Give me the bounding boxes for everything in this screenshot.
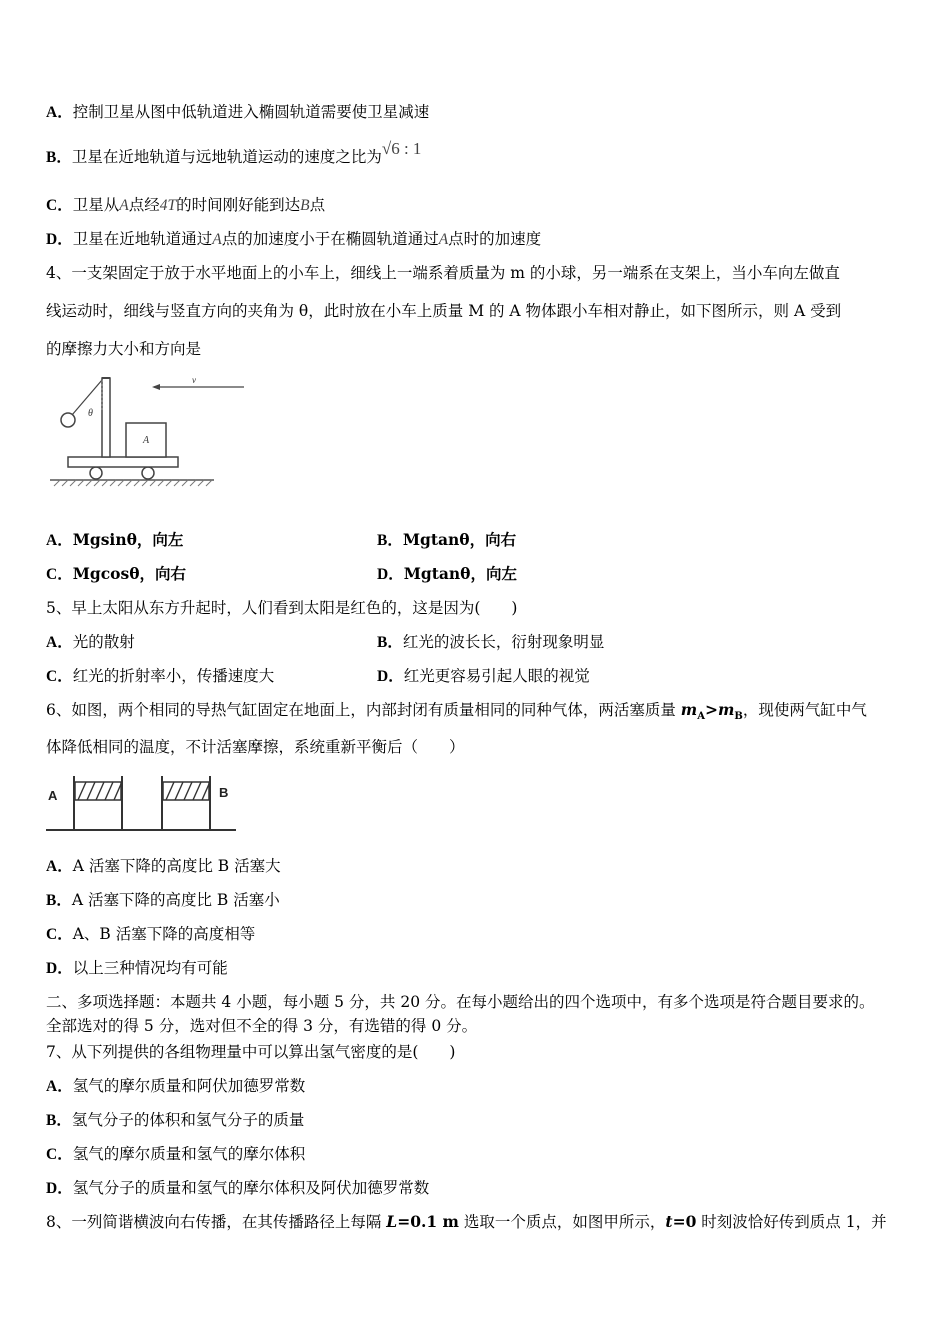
q5-stem: 5、早上太阳从东方升起时，人们看到太阳是红色的，这是因为( ) [46, 599, 518, 617]
math-symbol: L [386, 1212, 398, 1231]
q5-option-d [377, 666, 590, 687]
q3-option-b [46, 139, 422, 168]
option-text: 以上三种情况均有可能 [72, 959, 228, 977]
option-text: 点的加速度小于在椭圆轨道通过 [221, 230, 439, 248]
stem-text: 时刻波恰好传到质点 1，并 [696, 1213, 887, 1231]
block-a-label: A [143, 435, 150, 446]
option-label: A． [46, 104, 73, 121]
option-label: C． [46, 926, 73, 943]
option-label: B． [46, 892, 72, 909]
option-label: D． [46, 1180, 73, 1197]
stem-text: ，现使两气缸中气 [742, 701, 867, 719]
cart-pendulum-figure [46, 370, 246, 495]
option-text: A、B 活塞下降的高度相等 [72, 925, 256, 943]
sqrt-ratio-formula: √6 : 1 [381, 139, 422, 158]
option-label: B． [377, 634, 403, 651]
section-2-heading-line-2: 全部选对的得 5 分，选对但不全的得 3 分，有选错的得 0 分。 [46, 1017, 478, 1035]
q4-stem-line-2: 线运动时，细线与竖直方向的夹角为 θ，此时放在小车上质量 M 的 A 物体跟小车相对静止，如下图所示，则 A 受到 [46, 302, 842, 320]
option-text: 控制卫星从图中低轨道进入椭圆轨道需要使卫星减速 [72, 103, 430, 121]
stem-text: 选取一个质点，如图甲所示， [458, 1213, 666, 1231]
option-label: A． [46, 858, 73, 875]
option-text: 的时间刚好能到达 [176, 196, 301, 214]
math-value: =0 [672, 1212, 697, 1231]
q7-option-c [46, 1144, 305, 1165]
option-text: 光的散射 [72, 633, 135, 651]
option-text: Mgsinθ，向左 [72, 530, 184, 549]
cylinder-a-label: A [48, 788, 58, 803]
q6-option-d [46, 958, 228, 979]
q7-option-a [46, 1076, 305, 1097]
option-text: 氢气的摩尔质量和阿伏加德罗常数 [72, 1077, 306, 1095]
math-symbol: B [300, 197, 310, 214]
option-text: A 活塞下降的高度比 B 活塞小 [71, 891, 280, 909]
option-text: 氢气的摩尔质量和氢气的摩尔体积 [72, 1145, 306, 1163]
q7-option-b [46, 1110, 304, 1131]
q5-option-b [377, 632, 604, 653]
option-text: A 活塞下降的高度比 B 活塞大 [72, 857, 281, 875]
option-text: 红光更容易引起人眼的视觉 [403, 667, 590, 685]
option-label: B． [46, 149, 72, 166]
option-text: 卫星在近地轨道与远地轨道运动的速度之比为 [71, 148, 382, 166]
option-label: C． [46, 668, 73, 685]
option-text: Mgtanθ，向右 [402, 530, 517, 549]
option-label: C． [46, 566, 73, 583]
option-label: B． [377, 532, 403, 549]
math-symbol: t [665, 1212, 673, 1231]
option-label: A． [46, 1078, 73, 1095]
option-label: D． [377, 566, 404, 583]
math-symbol: 4T [159, 197, 177, 214]
math-symbol: A [119, 197, 129, 214]
option-label: A． [46, 634, 73, 651]
q3-option-c [46, 195, 325, 216]
q6-option-a [46, 856, 281, 877]
greater-than-symbol: > [704, 700, 718, 719]
q6-stem-line-1 [46, 700, 867, 727]
math-symbol: A [438, 231, 449, 248]
q3-option-d [46, 229, 541, 250]
q4-stem-line-1: 4、一支架固定于放于水平地面上的小车上，细线上一端系着质量为 m 的小球，另一端系在支架上，当小车向左做直 [46, 264, 840, 282]
q6-option-c [46, 924, 255, 945]
option-text: 红光的波长长，衍射现象明显 [402, 633, 605, 651]
option-text: 卫星从 [72, 196, 120, 214]
option-text: Mgtanθ，向左 [403, 564, 518, 583]
option-text: 红光的折射率小，传播速度大 [72, 667, 275, 685]
option-label: C． [46, 1146, 73, 1163]
option-text: 氢气分子的质量和氢气的摩尔体积及阿伏加德罗常数 [72, 1179, 430, 1197]
mass-symbol: m [717, 700, 735, 719]
option-label: D． [377, 668, 404, 685]
q8-stem-line-1 [46, 1212, 887, 1232]
option-text: 点时的加速度 [448, 230, 542, 248]
option-label: C． [46, 197, 73, 214]
option-text: 点 [309, 196, 326, 214]
velocity-label: v [192, 375, 196, 385]
option-label: B． [46, 1112, 72, 1129]
option-text: 氢气分子的体积和氢气分子的质量 [71, 1111, 305, 1129]
option-label: A． [46, 532, 73, 549]
q7-option-d [46, 1178, 429, 1199]
section-2-heading-line-1: 二、多项选择题：本题共 4 小题，每小题 5 分，共 20 分。在每小题给出的四个选项中，有多个选项是符合题目要求的。 [46, 993, 875, 1011]
q5-option-a [46, 632, 135, 653]
theta-label: θ [88, 408, 93, 419]
stem-text: 6、如图，两个相同的导热气缸固定在地面上，内部封闭有质量相同的同种气体，两活塞质量 [46, 701, 681, 719]
q4-option-d [377, 564, 517, 585]
mass-symbol: m [680, 700, 698, 719]
mass-subscript: A [697, 711, 705, 723]
option-label: D． [46, 960, 73, 977]
q4-stem-line-3: 的摩擦力大小和方向是 [46, 340, 202, 358]
q5-option-c [46, 666, 274, 687]
q6-option-b [46, 890, 280, 911]
stem-text: 8、一列简谐横波向右传播，在其传播路径上每隔 [46, 1213, 387, 1231]
q7-stem: 7、从下列提供的各组物理量中可以算出氢气密度的是( ) [46, 1043, 456, 1061]
math-symbol: A [212, 231, 222, 248]
q4-option-a [46, 530, 183, 551]
option-text: 点经 [128, 196, 160, 214]
option-label: D． [46, 231, 73, 248]
cylinders-figure [44, 772, 240, 836]
option-text: Mgcosθ，向右 [72, 564, 187, 583]
math-value: =0.1 m [397, 1212, 459, 1231]
q3-option-a [46, 102, 429, 123]
q6-stem-line-2: 体降低相同的温度，不计活塞摩擦，系统重新平衡后（ ） [46, 738, 465, 756]
q4-option-c [46, 564, 186, 585]
cylinder-b-label: B [219, 785, 229, 800]
option-text: 卫星在近地轨道通过 [72, 230, 213, 248]
mass-subscript: B [734, 711, 743, 723]
q4-option-b [377, 530, 516, 551]
